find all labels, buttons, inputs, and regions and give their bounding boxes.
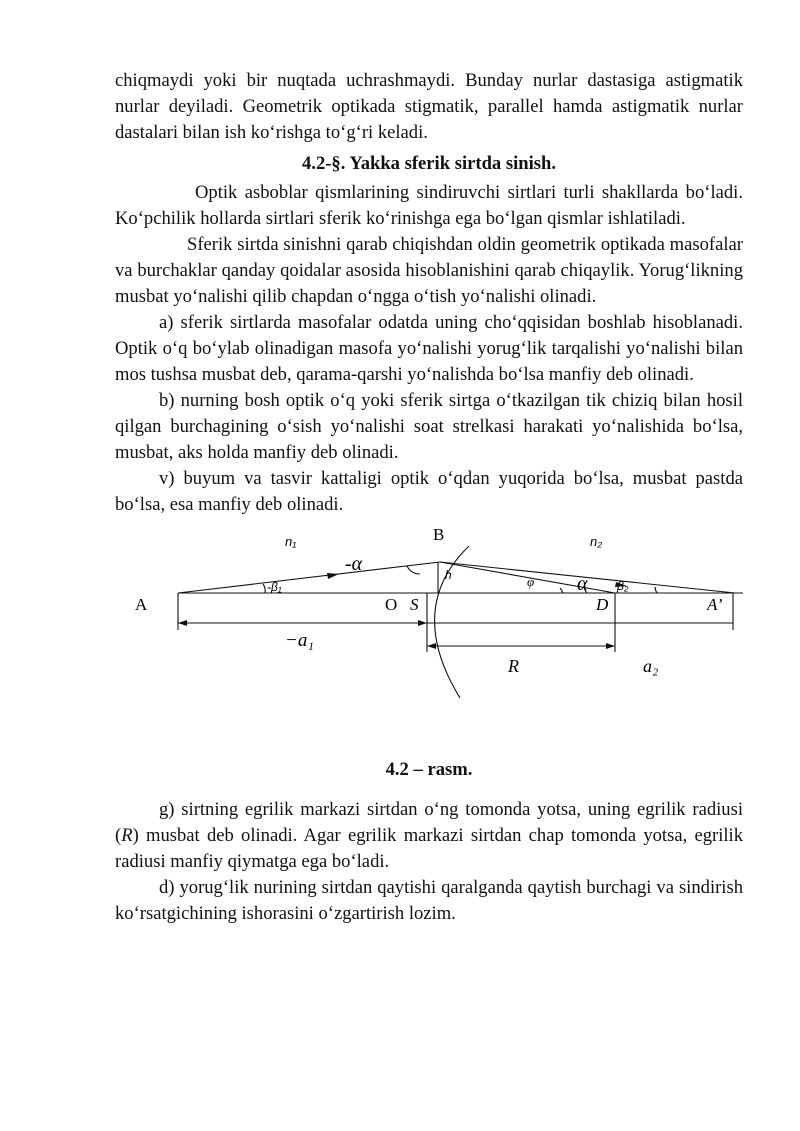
rule-g-symbol-r: R: [121, 825, 133, 846]
label-n1: n₁: [285, 534, 297, 549]
label-A-prime: A’: [707, 595, 723, 614]
spherical-surface: [435, 546, 469, 698]
paragraph-rule-v: v) buyum va tasvir kattaligi optik o‘qdan yuqorida bo‘lsa, musbat pastda bo‘lsa, esa manfiy deb olinadi.: [115, 468, 743, 515]
label-beta1: -β₁: [267, 580, 282, 594]
beta2-arc: [655, 587, 657, 593]
incident-ray: [178, 562, 440, 593]
beta1-arc: [263, 584, 265, 593]
label-alpha: α: [577, 573, 588, 595]
paragraph-intro: chiqmaydi yoki bir nuqtada uchrashmaydi. Bunday nurlar dastasiga astigmatik nurlar deyiladi. Geometrik optikada stigmatik, parallel hamda astigmatik nurlar dastalari bilan ish ko‘rishga to‘g‘ri keladi.: [115, 70, 743, 143]
section-heading: 4.2-§. Yakka sferik sirtda sinish.: [302, 153, 556, 174]
arrowhead-left: [178, 620, 187, 626]
figure-caption: 4.2 – rasm.: [385, 759, 473, 780]
label-h: h: [445, 568, 452, 582]
incident-arrow: [327, 573, 339, 579]
label-n2: n₂: [590, 534, 603, 549]
arrowhead-r-right: [606, 643, 615, 649]
label-R: R: [508, 656, 519, 676]
paragraph-rule-b: b) nurning bosh optik o‘q yoki sferik sirtga o‘tkazilgan tik chiziq bilan hosil qilgan burchagining o‘sish yo‘nalishi soat strelkasi harakati yo‘nalishida bo‘lsa, musbat, aks holda manfiy deb olinadi.: [115, 390, 743, 463]
label-A: A: [135, 595, 148, 614]
paragraph-rule-a: a) sferik sirtlarda masofalar odatda uning cho‘qqisidan boshlab hisoblanadi. Optik o‘q bo‘ylab olinadigan masofa yo‘nalishi yorug‘lik tarqalishi yo‘nalishi bilan mos tushsa musbat deb, qarama-qarshi yo‘nalishda bo‘lsa manfiy deb olinadi.: [115, 312, 743, 385]
alpha-arc: [407, 566, 420, 574]
paragraph-rule-g: [115, 797, 743, 875]
refraction-diagram: [115, 525, 743, 748]
figure-4-2: [115, 525, 743, 748]
label-minus-a1: −a₁: [285, 630, 314, 651]
label-a2: a₂: [643, 656, 659, 676]
label-minus-alpha: -α: [345, 553, 363, 575]
label-beta2: β₂: [617, 579, 629, 593]
document-page: [115, 68, 743, 927]
arrowhead-r-left: [427, 643, 436, 649]
paragraph-sferik: Sferik sirtda sinishni qarab chiqishdan oldin geometrik optikada masofalar va burchaklar qanday qoidalar asosida hisoblanishini qarab chiqaylik. Yorug‘likning musbat yo‘nalishi qilib chapdan o‘ngga o‘tish yo‘nalishi olinadi.: [115, 234, 743, 307]
paragraph-rule-d: d) yorug‘lik nurining sirtdan qaytishi qaralganda qaytish burchagi va sindirish ko‘rsatgichining ishorasini o‘zgartirish lozim.: [115, 877, 743, 924]
phi-arc: [560, 588, 563, 593]
label-B: B: [433, 525, 445, 544]
label-phi: φ: [527, 574, 535, 589]
label-O: O: [385, 595, 398, 614]
rule-g-text-start: g) sirtning egrilik markazi sirtdan o‘ng tomonda yotsa, uning egrilik radiusi (: [115, 799, 743, 846]
label-S: S: [410, 595, 419, 614]
label-D: D: [596, 595, 609, 614]
paragraph-optik: Optik asboblar qismlarining sindiruvchi sirtlari turli shakllarda bo‘ladi. Ko‘pchilik hollarda sirtlari sferik ko‘rinishga ega bo‘lgan qismlar ishlatiladi.: [115, 182, 743, 229]
arrowhead-s: [418, 620, 427, 626]
rule-g-text-end: ) musbat deb olinadi. Agar egrilik markazi sirtdan chap tomonda yotsa, egrilik radiusi manfiy qiymatga ega bo‘ladi.: [115, 825, 743, 872]
